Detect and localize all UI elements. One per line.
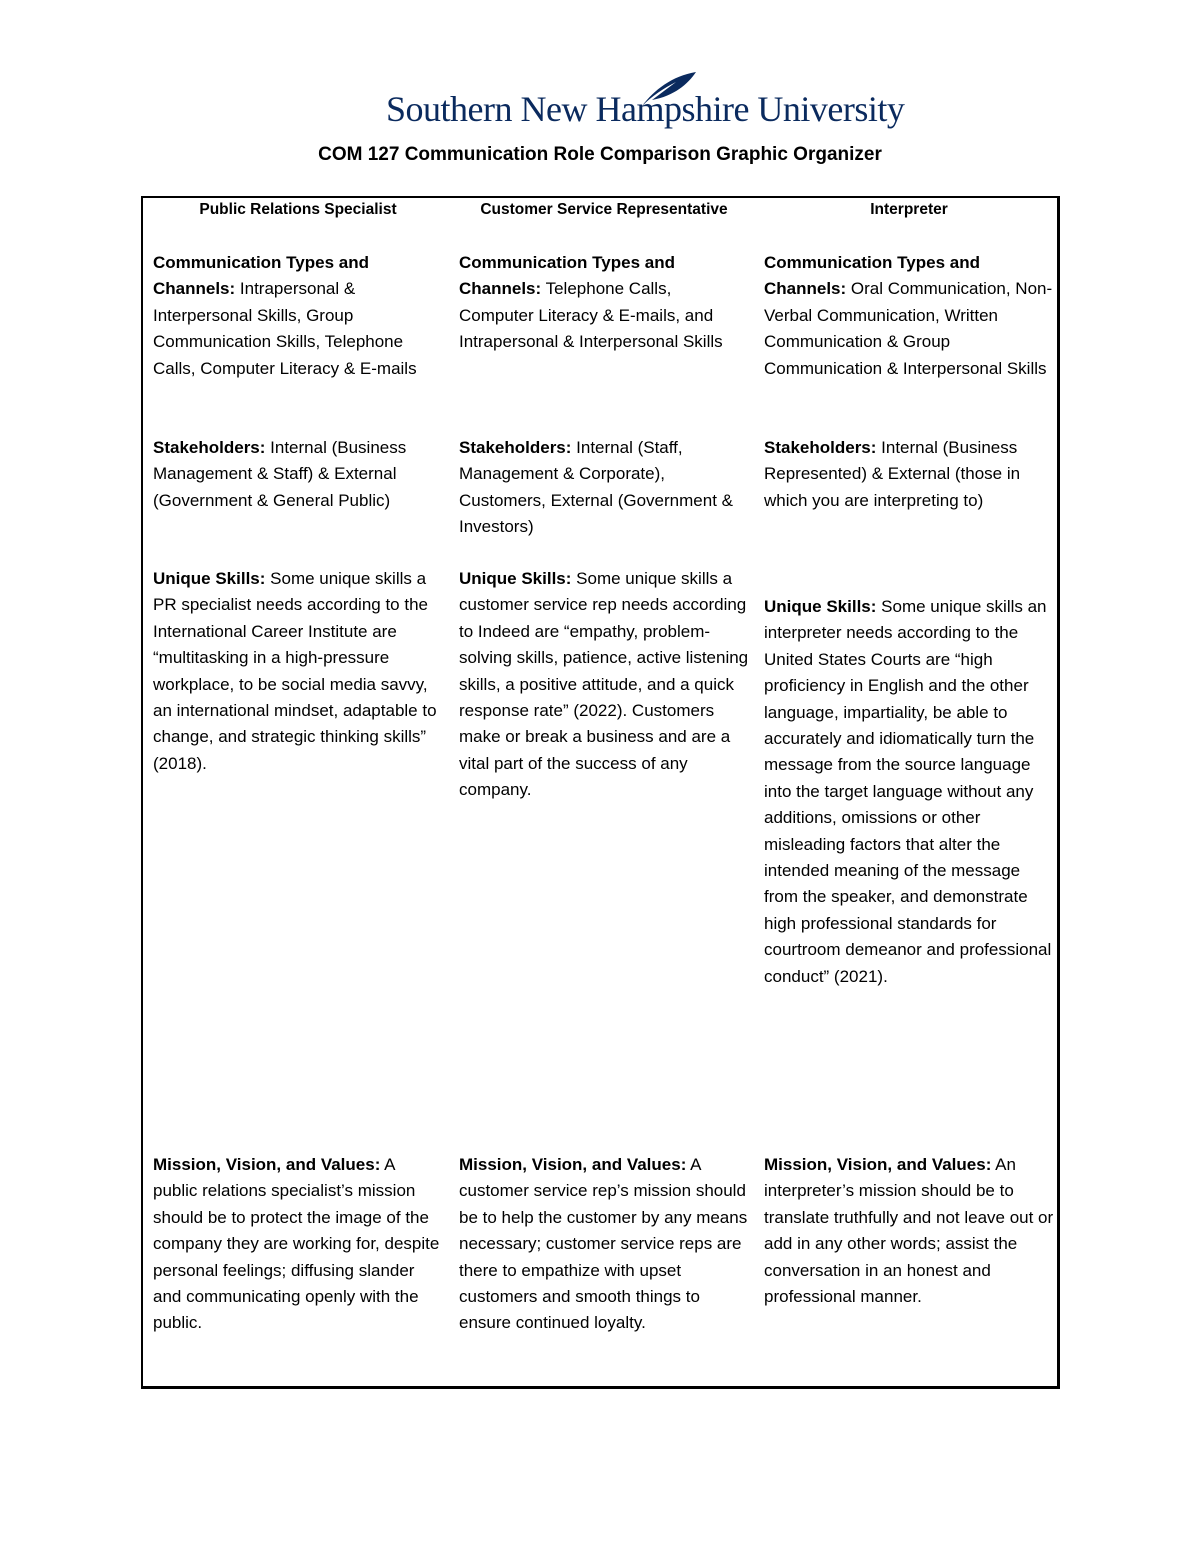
quill-leaf-icon	[638, 70, 698, 110]
unique-skills-text: Some unique skills an interpreter needs according to the United States Courts are “high proficiency in English and the other language, impartiality, be able to accurately and idiomatically turn the message from the source language into the target language without any additions, omissions or other misleading factors that alter the intended meaning of the message from the speaker, and demonstrate high professional standards for courtroom demeanor and professional conduct” (2021).	[764, 597, 1052, 986]
comparison-table	[141, 196, 1060, 1389]
column-heading: Interpreter	[870, 201, 948, 218]
unique-skills-label: Unique Skills:	[459, 569, 572, 588]
unique-skills-section	[459, 566, 749, 804]
communication-section	[153, 250, 443, 382]
column-heading: Public Relations Specialist	[199, 201, 397, 218]
unique-skills-section	[764, 594, 1054, 990]
column-heading: Customer Service Representative	[480, 201, 728, 218]
mission-text: A public relations specialist’s mission should be to protect the image of the company they are working for, despite personal feelings; diffusing slander and communicating openly with the public.	[153, 1155, 440, 1333]
mission-text: A customer service rep’s mission should be to help the customer by any means necessary; customer service reps are there to empathize with upset customers and smooth things to ensure continued loyalty.	[459, 1155, 748, 1333]
unique-skills-text: Some unique skills a PR specialist needs according to the International Career Institute are “multitasking in a high-pressure workplace, to be social media savvy, an international mindset, adaptable to change, and strategic thinking skills” (2018).	[153, 569, 437, 773]
mission-label: Mission, Vision, and Values:	[153, 1155, 381, 1174]
page-title: COM 127 Communication Role Comparison Graphic Organizer	[318, 144, 882, 165]
mission-text: An interpreter’s mission should be to translate truthfully and not leave out or add in any other words; assist the conversation in an honest and professional manner.	[764, 1155, 1054, 1307]
stakeholders-section	[153, 435, 443, 514]
stakeholders-label: Stakeholders:	[153, 438, 266, 457]
stakeholders-section	[459, 435, 749, 541]
mission-section	[459, 1152, 749, 1337]
communication-label: Communication Types and Channels:	[764, 253, 980, 299]
communication-text: Telephone Calls, Computer Literacy & E-mails, and Intrapersonal & Interpersonal Skills	[459, 279, 723, 352]
unique-skills-label: Unique Skills:	[764, 597, 877, 616]
unique-skills-section	[153, 566, 443, 777]
university-name: Southern New Hampshire University	[386, 89, 905, 129]
communication-text: Oral Communication, Non-Verbal Communication, Written Communication & Group Communication & Interpersonal Skills	[764, 279, 1053, 378]
communication-text: Intrapersonal & Interpersonal Skills, Group Communication Skills, Telephone Calls, Computer Literacy & E-mails	[153, 279, 417, 378]
mission-section	[153, 1152, 443, 1337]
unique-skills-label: Unique Skills:	[153, 569, 266, 588]
stakeholders-text: Internal (Business Management & Staff) & External (Government & General Public)	[153, 438, 407, 510]
university-logo	[386, 70, 905, 134]
stakeholders-label: Stakeholders:	[459, 438, 572, 457]
mission-label: Mission, Vision, and Values:	[459, 1155, 687, 1174]
unique-skills-text: Some unique skills a customer service rep needs according to Indeed are “empathy, problem-solving skills, patience, active listening skills, a positive attitude, and a quick response rate” (2022). Customers make or break a business and are a vital part of the success of any company.	[459, 569, 749, 800]
mission-label: Mission, Vision, and Values:	[764, 1155, 992, 1174]
communication-section	[459, 250, 749, 356]
communication-label: Communication Types and Channels:	[459, 253, 675, 299]
mission-section	[764, 1152, 1054, 1310]
stakeholders-section	[764, 435, 1054, 514]
stakeholders-text: Internal (Business Represented) & External (those in which you are interpreting to)	[764, 438, 1021, 510]
communication-label: Communication Types and Channels:	[153, 253, 369, 299]
stakeholders-text: Internal (Staff, Management & Corporate), Customers, External (Government & Investors)	[459, 438, 733, 537]
communication-section	[764, 250, 1054, 382]
stakeholders-label: Stakeholders:	[764, 438, 877, 457]
